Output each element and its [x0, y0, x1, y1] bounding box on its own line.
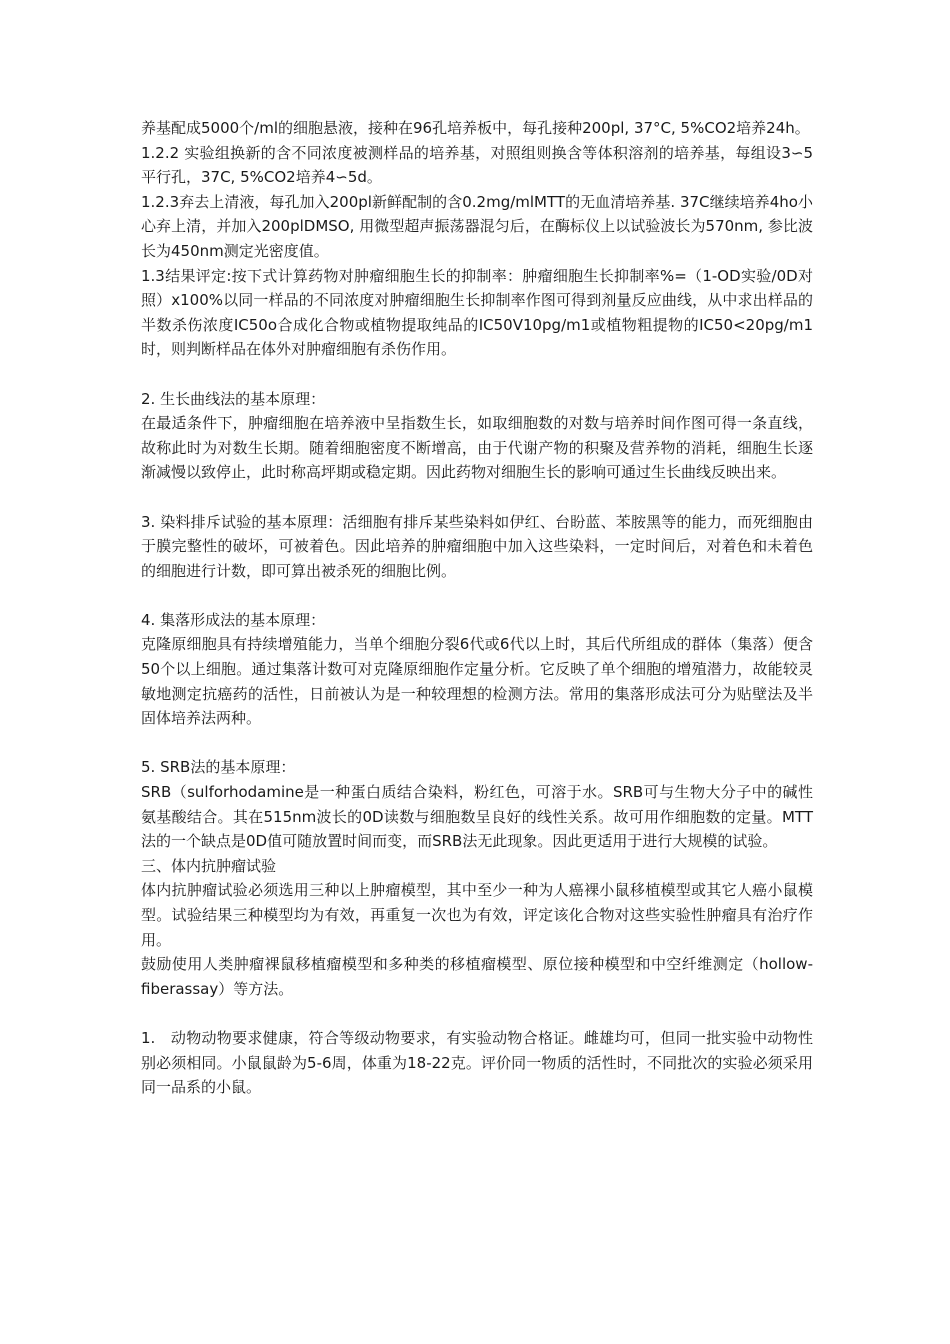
paragraph-cell-suspension: 养基配成5000个/ml的细胞悬液，接种在96孔培养板中，每孔接种200pl, 37°C, 5%CO2培养24h。	[141, 119, 810, 137]
heading-srb: 5. SRB法的基本原理：	[141, 758, 296, 777]
blank-line	[141, 362, 813, 387]
blank-line	[141, 731, 813, 756]
heading-in-vivo: 三、体内抗肿瘤试验	[141, 856, 277, 875]
paragraph-dye-exclusion: 3. 染料排斥试验的基本原理：活细胞有排斥某些染料如伊红、台盼蓝、苯胺黑等的能力，而死细胞由于膜完整性的破坏，可被着色。因此培养的肿瘤细胞中加入这些染料，一定时间后，对着色和未着色的细胞进行计数，即可算出被杀死的细胞比例。	[141, 512, 813, 580]
paragraph-in-vivo-models: 体内抗肿瘤试验必须选用三种以上肿瘤模型，其中至少一种为人癌裸小鼠移植模型或其它人癌小鼠模型。试验结果三种模型均为有效，再重复一次也为有效，评定该化合物对这些实验性肿瘤具有治疗作用。	[141, 881, 813, 949]
paragraph-result-evaluation: 1.3结果评定:按下式计算药物对肿瘤细胞生长的抑制率：肿瘤细胞生长抑制率%=（1-OD实验/0D对照）x100%以同一样品的不同浓度对肿瘤细胞生长抑制率作图可得到剂量反应曲线，从中求出样品的半数杀伤浓度IC50o合成化合物或植物提取纯品的IC50V10pg/m1或植物粗提物的IC50<20pg/m1时，则判断样品在体外对肿瘤细胞有杀伤作用。	[141, 266, 813, 359]
blank-line	[141, 1001, 813, 1026]
paragraph-step-1-2-3: 1.2.3弃去上清液，每孔加入200pl新鲜配制的含0.2mg/mlMTT的无血清培养基. 37C继续培养4ho小心弃上清，并加入200plDMSO, 用微型超声振荡器混匀后，在酶标仪上以试验波长为570nm, 参比波长为450nm测定光密度值。	[141, 192, 813, 260]
paragraph-encouraged-methods: 鼓励使用人类肿瘤裸鼠移植瘤模型和多种类的移植瘤模型、原位接种模型和中空纤维测定（hollow-fiberassay）等方法。	[141, 955, 813, 998]
blank-line	[141, 583, 813, 608]
paragraph-colony-formation: 克隆原细胞具有持续增殖能力，当单个细胞分裂6代或6代以上时，其后代所组成的群体（集落）便含50个以上细胞。通过集落计数可对克隆原细胞作定量分析。它反映了单个细胞的增殖潜力，故能较灵敏地测定抗癌药的活性，日前被认为是一种较理想的检测方法。常用的集落形成法可分为贴壁法及半固体培养法两种。	[141, 635, 813, 728]
paragraph-srb: SRB（sulforhodamine是一种蛋白质结合染料，粉红色，可溶于水。SRB可与生物大分子中的碱性氨基酸结合。其在515nm波长的0D读数与细胞数呈良好的线性关系。故可用作细胞数的定量。MTT法的一个缺点是0D值可随放置时间而变，而SRB法无此现象。因此更适用于进行大规模的试验。	[141, 783, 813, 851]
paragraph-animal-requirements: 1. 动物动物要求健康，符合等级动物要求，有实验动物合格证。雌雄均可，但同一批实验中动物性别必须相同。小鼠鼠龄为5-6周，体重为18-22克。评价同一物质的活性时，不同批次的实验必须采用同一品系的小鼠。	[141, 1028, 813, 1097]
paragraph-growth-curve: 在最适条件下，肿瘤细胞在培养液中呈指数生长，如取细胞数的对数与培养时间作图可得一条直线，故称此时为对数生长期。随着细胞密度不断增高，由于代谢产物的积聚及营养物的消耗，细胞生长逐渐减慢以致停止，此时称高坪期或稳定期。因此药物对细胞生长的影响可通过生长曲线反映出来。	[141, 414, 813, 482]
heading-growth-curve: 2. 生长曲线法的基本原理：	[141, 389, 326, 408]
document-body	[141, 116, 813, 1100]
paragraph-step-1-2-2: 1.2.2 实验组换新的含不同浓度被测样品的培养基，对照组则换含等体积溶剂的培养基，每组设3∽5平行孔，37C, 5%CO2培养4∽5d。	[141, 143, 813, 187]
heading-colony-formation: 4. 集落形成法的基本原理：	[141, 610, 326, 629]
blank-line	[141, 485, 813, 510]
